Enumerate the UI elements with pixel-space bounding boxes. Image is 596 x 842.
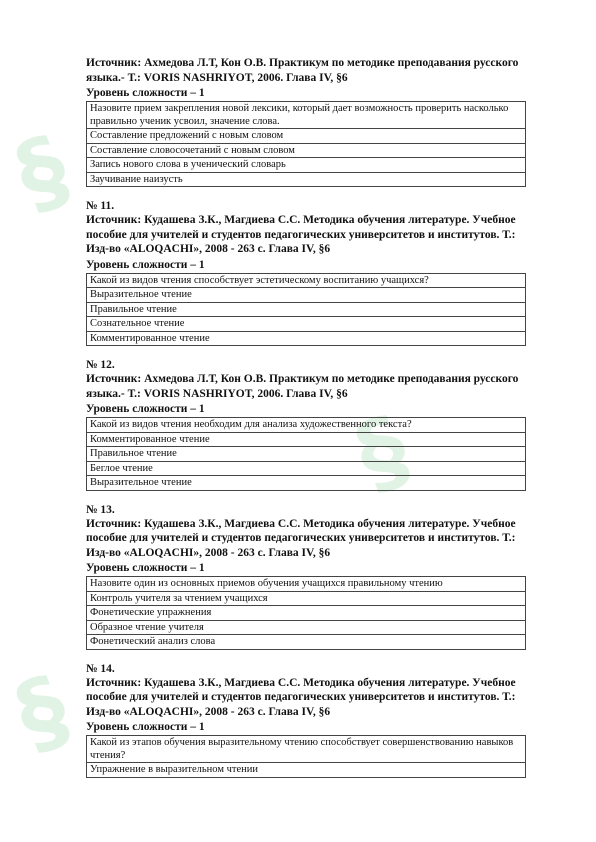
question-block-12 [86, 358, 526, 491]
document-page [86, 56, 526, 778]
answer-option: Правильное чтение [87, 302, 526, 317]
question-block-10 [86, 56, 526, 187]
source-citation: Источник: Кудашева З.К., Магдиева С.С. Методика обучения литературе. Учебное пособие для учителей и студентов педагогических университетов и институтов. Т.: Изд-во «ALOQACHI», 2008 - 263 с. Глава IV, §6 [86, 214, 516, 255]
question-text: Назовите один из основных приемов обучения учащихся правильному чтению [87, 577, 526, 592]
answer-option: Сознательное чтение [87, 317, 526, 332]
question-block-13 [86, 503, 526, 650]
answer-option: Фонетические упражнения [87, 606, 526, 621]
question-block-11 [86, 199, 526, 346]
question-block-14 [86, 662, 526, 778]
question-text: Какой из этапов обучения выразительному чтению способствует совершенствованию навыков чтения? [87, 736, 526, 763]
answer-option: Контроль учителя за чтением учащихся [87, 591, 526, 606]
question-text: Назовите прием закрепления новой лексики, который дает возможность проверить насколько правильно ученик усвоил, значение слова. [87, 102, 526, 129]
answer-option: Образное чтение учителя [87, 620, 526, 635]
answer-option: Комментированное чтение [87, 331, 526, 346]
question-table [86, 735, 526, 778]
answer-option: Выразительное чтение [87, 476, 526, 491]
question-number: № 13. [86, 503, 115, 516]
answer-option: Составление предложений с новым словом [87, 129, 526, 144]
question-text: Какой из видов чтения необходим для анализа художественного текста? [87, 418, 526, 433]
source-citation: Источник: Ахмедова Л.Т, Кон О.В. Практикум по методике преподавания русского языка.- Т.: VORIS NASHRIYOT, 2006. Глава IV, §6 [86, 57, 519, 84]
answer-option: Комментированное чтение [87, 432, 526, 447]
question-number: № 14. [86, 662, 115, 675]
watermark-glyph: § [3, 655, 82, 770]
answer-option: Выразительное чтение [87, 288, 526, 303]
watermark-glyph: § [343, 395, 422, 510]
question-number: № 12. [86, 359, 115, 371]
difficulty-level: Уровень сложности – 1 [86, 403, 205, 415]
question-table [86, 273, 526, 347]
answer-option: Беглое чтение [87, 461, 526, 476]
question-table [86, 101, 526, 187]
source-citation: Источник: Ахмедова Л.Т, Кон О.В. Практикум по методике преподавания русского языка.- Т.: VORIS NASHRIYOT, 2006. Глава IV, §6 [86, 373, 519, 400]
answer-option: Составление словосочетаний с новым словом [87, 143, 526, 158]
source-citation: Источник: Кудашева З.К., Магдиева С.С. Методика обучения литературе. Учебное пособие для учителей и студентов педагогических университетов и институтов. Т.: Изд-во «ALOQACHI», 2008 - 263 с. Глава IV, §6 [86, 517, 516, 559]
question-table [86, 576, 526, 650]
answer-option: Заучивание наизусть [87, 172, 526, 187]
difficulty-level: Уровень сложности – 1 [86, 258, 205, 271]
answer-option: Правильное чтение [87, 447, 526, 462]
answer-option: Упражнение в выразительном чтении [87, 763, 526, 778]
difficulty-level: Уровень сложности – 1 [86, 562, 205, 574]
difficulty-level: Уровень сложности – 1 [86, 87, 205, 99]
source-citation: Источник: Кудашева З.К., Магдиева С.С. Методика обучения литературе. Учебное пособие для учителей и студентов педагогических университетов и институтов. Т.: Изд-во «ALOQACHI», 2008 - 263 с. Глава IV, §6 [86, 676, 516, 718]
difficulty-level: Уровень сложности – 1 [86, 721, 205, 733]
watermark-glyph: § [3, 115, 82, 230]
question-table [86, 417, 526, 491]
question-number: № 11. [86, 200, 115, 212]
question-text: Какой из видов чтения способствует эстетическому воспитанию учащихся? [87, 273, 526, 288]
answer-option: Запись нового слова в ученический словарь [87, 158, 526, 173]
answer-option: Фонетический анализ слова [87, 635, 526, 650]
